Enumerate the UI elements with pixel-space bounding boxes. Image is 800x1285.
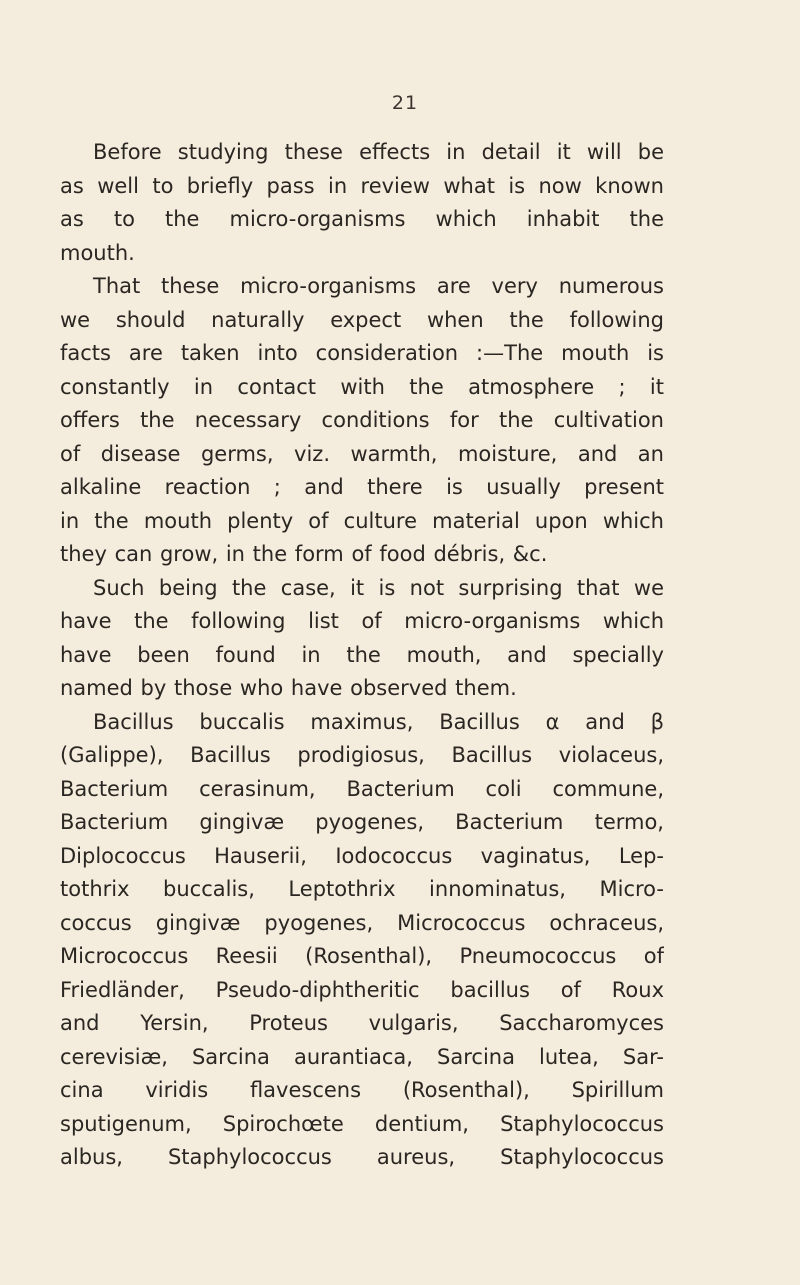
text-line: named by those who have observed them. [60, 676, 517, 700]
text-line: Bacterium gingivæ pyogenes, Bacterium termo, [60, 810, 664, 834]
text-line: they can grow, in the form of food débris, &c. [60, 542, 548, 566]
text-line: and Yersin, Proteus vulgaris, Saccharomyces [60, 1011, 664, 1035]
text-line: coccus gingivæ pyogenes, Micrococcus ochraceus, [60, 910, 664, 935]
text-line: That these micro-organisms are very numerous [93, 274, 664, 298]
text-line: Bacillus buccalis maximus, Bacillus α and β [93, 709, 664, 734]
text-line: Bacterium cerasinum, Bacterium coli commune, [60, 776, 664, 801]
page-number: 21 [391, 92, 419, 114]
text-line: Friedländer, Pseudo-diphtheritic bacillus of Roux [60, 977, 664, 1002]
text-line: facts are taken into consideration :—The mouth is [60, 341, 664, 365]
text-line: albus, Staphylococcus aureus, Staphylococcus [60, 1145, 664, 1169]
text-line: Before studying these effects in detail it will be [93, 140, 664, 164]
text-line: of disease germs, viz. warmth, moisture, and an [60, 441, 664, 466]
text-line: offers the necessary conditions for the cultivation [60, 408, 664, 432]
text-line: sputigenum, Spirochœte dentium, Staphylococcus [60, 1111, 664, 1136]
text-line: mouth. [60, 240, 135, 265]
text-line: Diplococcus Hauserii, Iodococcus vaginatus, Lep- [60, 843, 664, 868]
text-line: in the mouth plenty of culture material upon which [60, 508, 664, 533]
text-line: Micrococcus Reesii (Rosenthal), Pneumococcus of [60, 944, 664, 968]
text-line: as well to briefly pass in review what is now known [60, 173, 664, 198]
text-line: cerevisiæ, Sarcina aurantiaca, Sarcina lutea, Sar- [60, 1044, 664, 1069]
text-line: alkaline reaction ; and there is usually present [60, 475, 664, 499]
text-line: (Galippe), Bacillus prodigiosus, Bacillus violaceus, [60, 743, 664, 767]
text-line: have been found in the mouth, and specially [60, 642, 664, 667]
body-text [60, 136, 664, 1175]
text-line: constantly in contact with the atmosphere ; it [60, 374, 664, 399]
text-line: have the following list of micro-organisms which [60, 609, 664, 633]
text-line: we should naturally expect when the following [60, 307, 664, 332]
text-line: cina viridis flavescens (Rosenthal), Spirillum [60, 1078, 664, 1102]
text-line: Such being the case, it is not surprising that we [93, 575, 664, 600]
text-line: as to the micro-organisms which inhabit the [60, 207, 664, 231]
text-line: tothrix buccalis, Leptothrix innominatus, Micro- [60, 877, 664, 901]
